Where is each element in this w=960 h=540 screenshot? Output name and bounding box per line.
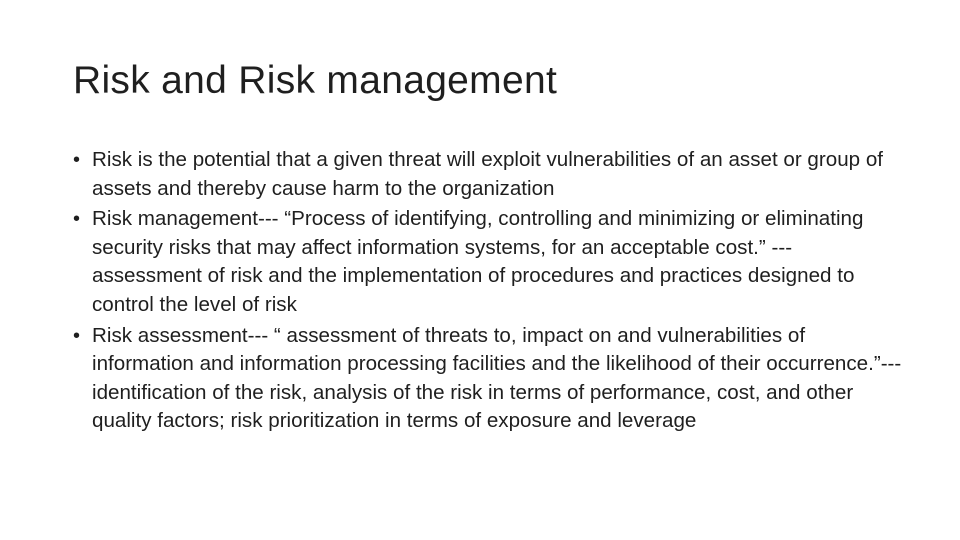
bullet-marker: • [73, 324, 81, 347]
bullet-item-risk-management [73, 205, 903, 319]
bullet-text: Risk assessment--- “ assessment of threats to, impact on and vulnerabilities of information and information processing facilities and the likelihood of their occurrence.”---identification of the risk, analysis of the risk in terms of performance, cost, and other quality factors; risk prioritization in terms of exposure and leverage [92, 323, 902, 433]
bullet-marker: • [73, 149, 81, 171]
bullet-item-risk-definition [73, 146, 903, 203]
bullet-text: Risk management--- “Process of identifying, controlling and minimizing or eliminating security risks that may affect information systems, for an acceptable cost.” --- assessment of risk and the implementation of procedures and practices designed to control the level of risk [92, 207, 864, 316]
bullet-text: Risk is the potential that a given threat will exploit vulnerabilities of an asset or group of assets and thereby cause harm to the organization [92, 148, 883, 200]
bullet-item-risk-assessment [73, 322, 903, 436]
bullet-list [73, 146, 903, 438]
bullet-marker: • [73, 208, 81, 231]
slide-title: Risk and Risk management [73, 59, 558, 102]
